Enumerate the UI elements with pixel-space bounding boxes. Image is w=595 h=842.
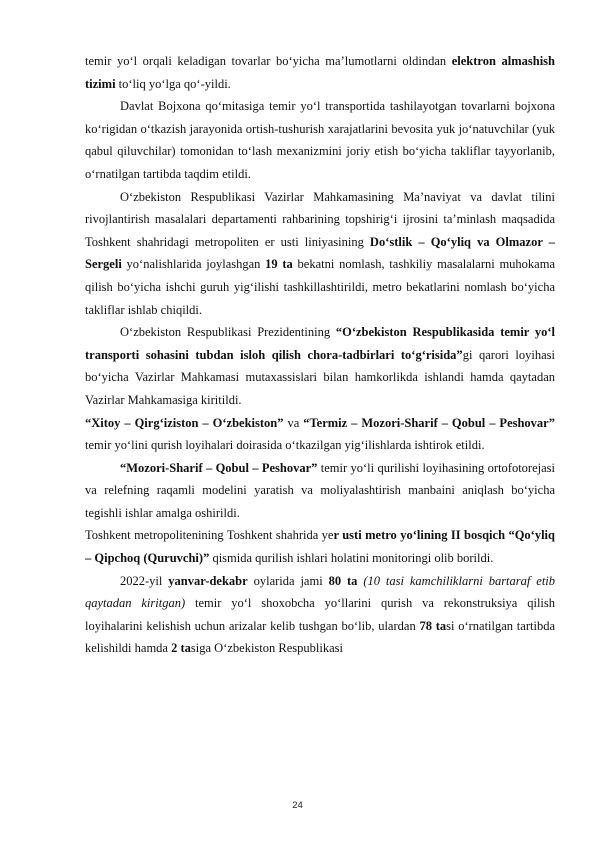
text-run: gi qarori loyihasi bo‘yicha Vazirlar Mahkamasi mutaxassislari bilan hamkorlikda ishlandi hamda qaytadan Vazirlar Mahkamasiga kiritildi. <box>85 347 555 407</box>
text-run: oylarida jami <box>247 573 329 588</box>
text-run: temir yo‘l shoxobcha yo‘llarini qurish va rekonstruksiya qilish loyihalarini kelishish uchun arizalar kelib tushgan bo‘lib, ulardan <box>85 596 556 633</box>
text-run: siga O‘zbekiston Respublikasi <box>190 641 343 656</box>
paragraph <box>85 412 555 457</box>
text-run: temir yo‘li qurilishi loyihasining ortofotorejasi va relefning raqamli modelini yaratish va moliyalashtirish manbaini aniqlash bo‘yicha tegishli ishlar amalga oshirildi. <box>85 460 556 520</box>
text-run: temir yo‘lini qurish loyihalari doirasida o‘tkazilgan yig‘ilishlarda ishtirok etildi. <box>85 438 485 453</box>
paragraph <box>85 524 555 569</box>
bold-text: 78 ta <box>419 618 447 633</box>
text-run: qismida qurilish ishlari holatini monitoringi olib borildi. <box>209 551 494 566</box>
paragraph <box>85 186 555 322</box>
paragraph <box>85 95 555 185</box>
text-run: to‘liq yo‘lga qo‘-yildi. <box>115 76 231 91</box>
bold-text: “Xitoy – Qirg‘iziston – O‘zbekiston” <box>85 415 284 430</box>
paragraph <box>85 321 555 411</box>
text-run: yo‘nalishlarida joylashgan <box>121 257 266 272</box>
bold-text: 80 ta <box>328 573 358 588</box>
paragraph <box>85 457 555 525</box>
paragraph <box>85 570 555 660</box>
text-run: si o‘rnatilgan tartibda kelishildi hamda <box>85 618 555 656</box>
bold-text: “O‘zbekiston Respublikasida temir yo‘l transporti sohasini tubdan isloh qilish chora-tadbirlari to‘g‘risida” <box>85 325 556 362</box>
text-run: Toshkent metropolitenining Toshkent shahrida ye <box>85 528 334 543</box>
text-run: va <box>283 415 304 430</box>
bold-text: r usti metro yo‘lining II bosqich “Qo‘yliq – Qipchoq (Quruvchi)” <box>85 528 555 566</box>
text-run: O‘zbekiston Respublikasi Prezidentining <box>120 325 336 340</box>
bold-text: 2 ta <box>171 641 191 656</box>
bold-text: Do‘stlik – Qo‘yliq va Olmazor – Sergeli <box>85 234 555 272</box>
paragraph <box>85 50 555 95</box>
italic-text: (10 tasi kamchiliklarni bartaraf etib qaytadan kiritgan) <box>85 573 556 611</box>
bold-text: elektron almashish tizimi <box>85 54 555 91</box>
bold-text: yanvar-dekabr <box>168 573 248 588</box>
bold-text: “Mozori-Sharif – Qobul – Peshovar” <box>120 460 318 475</box>
body-text <box>85 50 555 660</box>
bold-text: 19 ta <box>265 257 293 272</box>
bold-text: “Termiz – Mozori-Sharif – Qobul – Peshovar” <box>303 415 555 430</box>
text-run: bekatni nomlash, tashkiliy masalalarni muhokama qilish bo‘yicha ishchi guruh yig‘ilishi tashkillashtirildi, metro bekatlarini nomlash bo‘yicha takliflar ishlab chiqildi. <box>85 257 555 317</box>
text-run: 2022-yil <box>120 573 169 588</box>
text-run: O‘zbekiston Respublikasi Vazirlar Mahkamasining Ma’naviyat va davlat tilini rivojlantirish masalalari departamenti rahbarining topshirig‘i ijrosini ta’minlash maqsadida Toshkent shahridagi metropoliten er usti liniyasining <box>85 189 555 249</box>
page-number: 24 <box>292 800 303 811</box>
text-run: temir yo‘l orqali keladigan tovarlar bo‘yicha ma’lumotlarni oldindan <box>85 54 452 68</box>
text-run: Davlat Bojxona qo‘mitasiga temir yo‘l transportida tashilayotgan tovarlarni bojxona ko‘rigidan o‘tkazish jarayonida ortish-tushurish xarajatlarini bevosita yuk jo‘natuvchilar (yuk qabul qiluvchilar) tomonidan to‘lash mexanizmini joriy etish bo‘yicha takliflar tayyorlanib, o‘rnatilgan tartibda taqdim etildi. <box>85 99 555 181</box>
